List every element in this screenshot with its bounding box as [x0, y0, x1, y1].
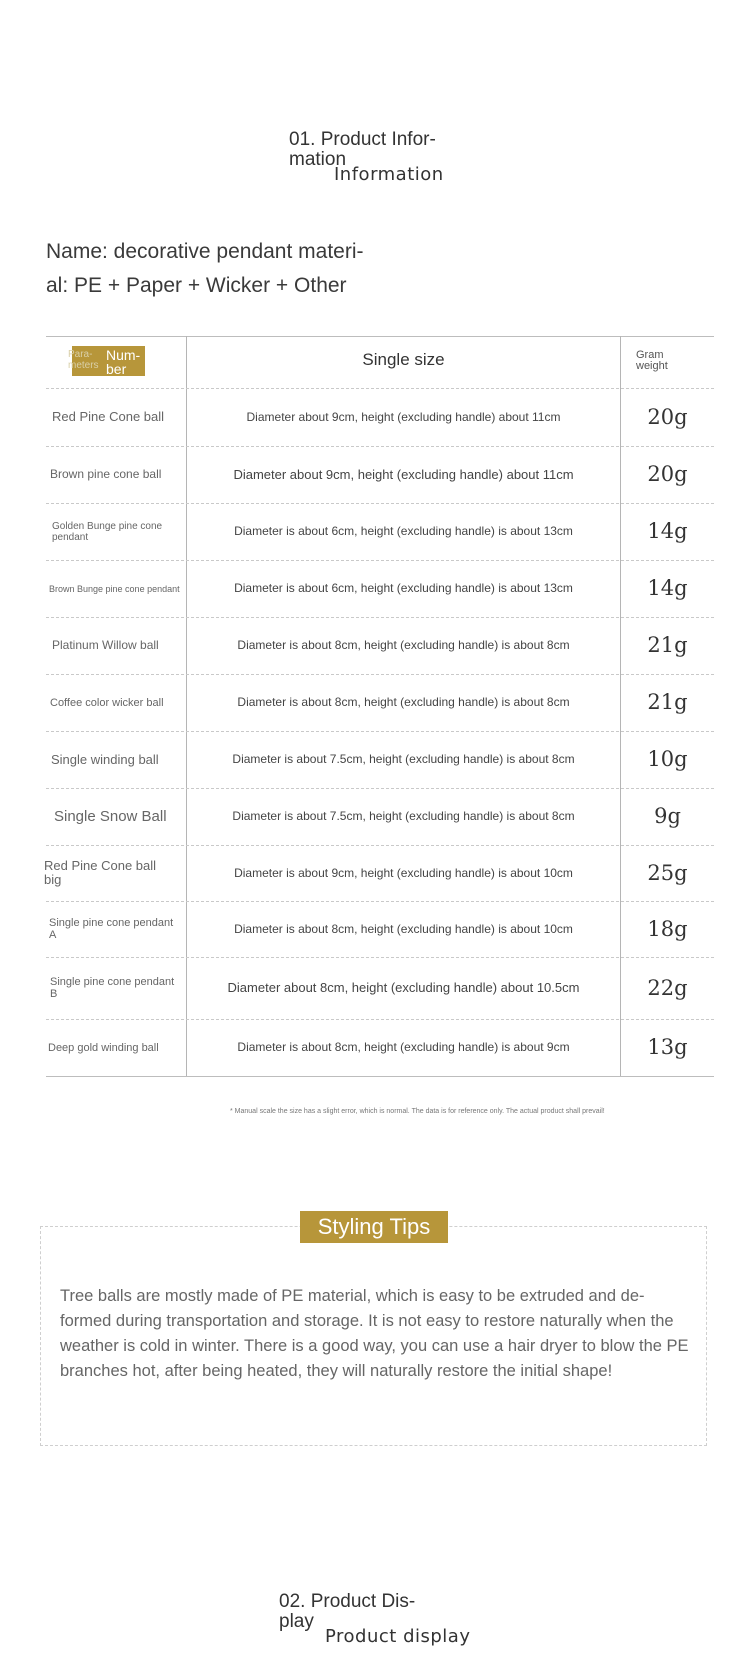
table-row: [46, 617, 714, 674]
row-size: Diameter is about 6cm, height (excluding handle) is about 13cm: [234, 581, 573, 595]
row-name: Platinum Willow ball: [52, 638, 159, 652]
row-weight: 21g: [647, 633, 688, 657]
section1-title-line1: 01. Product Infor-: [289, 129, 436, 150]
header-weight-label: Gram weight: [636, 349, 668, 372]
row-name: Brown Bunge pine cone pendant: [49, 583, 180, 594]
parameters-table: [46, 336, 714, 1076]
row-weight: 18g: [647, 917, 688, 941]
header-params-label: Para- meters: [68, 349, 99, 371]
row-weight: 14g: [647, 519, 688, 543]
row-weight: 20g: [647, 405, 688, 429]
table-row: [46, 560, 714, 617]
row-name: Single winding ball: [51, 751, 159, 767]
product-name-line1: Name: decorative pendant materi-: [46, 240, 364, 263]
row-name: Red Pine Cone ball: [52, 409, 165, 424]
row-weight: 25g: [647, 861, 688, 885]
row-size: Diameter is about 8cm, height (excluding handle) is about 10cm: [234, 922, 573, 936]
row-weight: 9g: [654, 804, 681, 828]
row-weight: 14g: [647, 576, 688, 600]
table-row: [46, 901, 714, 957]
row-name: Golden Bunge pine cone pendant: [52, 520, 163, 543]
row-size: Diameter is about 8cm, height (excluding handle) is about 9cm: [237, 1040, 570, 1054]
row-size: Diameter is about 8cm, height (excluding handle) is about 8cm: [237, 695, 570, 709]
size-note: * Manual scale the size has a slight error, which is normal. The data is for reference only. The actual product shall prevail!: [230, 1108, 605, 1115]
table-row: [46, 845, 714, 901]
row-size: Diameter is about 7.5cm, height (excluding handle) is about 8cm: [232, 752, 575, 766]
table-row: [46, 503, 714, 560]
table-row: [46, 731, 714, 788]
section2-subtitle: Product display: [325, 1626, 471, 1647]
section2-title-line2: play: [279, 1611, 314, 1632]
row-name: Single pine cone pendant B: [50, 976, 175, 1000]
tips-title: Styling Tips: [300, 1211, 448, 1243]
header-number-label: Num- ber: [106, 347, 141, 377]
row-name: Deep gold winding ball: [48, 1041, 159, 1054]
row-size: Diameter about 9cm, height (excluding handle) about 11cm: [233, 467, 574, 482]
row-name: Coffee color wicker ball: [50, 696, 164, 709]
row-size: Diameter about 9cm, height (excluding handle) about 11cm: [246, 410, 561, 424]
table-row: [46, 674, 714, 731]
table-row: [46, 446, 714, 503]
product-name-line2: al: PE + Paper + Wicker + Other: [46, 274, 347, 297]
table-row: [46, 1019, 714, 1076]
row-weight: 22g: [647, 976, 688, 1000]
table-row: [46, 388, 714, 446]
row-size: Diameter is about 6cm, height (excluding handle) is about 13cm: [234, 524, 573, 538]
row-size: Diameter is about 9cm, height (excluding handle) is about 10cm: [234, 866, 573, 880]
row-size: Diameter about 8cm, height (excluding handle) about 10.5cm: [227, 980, 580, 995]
row-weight: 20g: [647, 462, 688, 486]
table-header: [46, 336, 714, 388]
row-weight: 21g: [647, 690, 688, 714]
header-size-label: Single size: [362, 350, 445, 369]
row-size: Diameter is about 8cm, height (excluding handle) is about 8cm: [237, 638, 570, 652]
row-name: Red Pine Cone ball big: [44, 858, 157, 887]
table-row: [46, 788, 714, 845]
row-name: Brown pine cone ball: [50, 467, 162, 481]
row-name: Single Snow Ball: [54, 807, 167, 825]
section1-subtitle: Information: [334, 164, 444, 185]
section2-title-line1: 02. Product Dis-: [279, 1591, 416, 1612]
row-weight: 10g: [647, 747, 688, 771]
row-size: Diameter is about 7.5cm, height (excluding handle) is about 8cm: [232, 809, 575, 823]
tips-text: Tree balls are mostly made of PE material, which is easy to be extruded and de-formed during transportation and storage. It is not easy to restore naturally when the weather is cold in winter. There is a good way, you can use a hair dryer to blow the PE branches hot, after being heated, they will naturally restore the initial shape!: [60, 1287, 689, 1380]
table-row: [46, 957, 714, 1019]
row-weight: 13g: [647, 1035, 688, 1059]
section1-title-line2: mation: [289, 149, 347, 170]
row-name: Single pine cone pendant A: [49, 917, 174, 941]
